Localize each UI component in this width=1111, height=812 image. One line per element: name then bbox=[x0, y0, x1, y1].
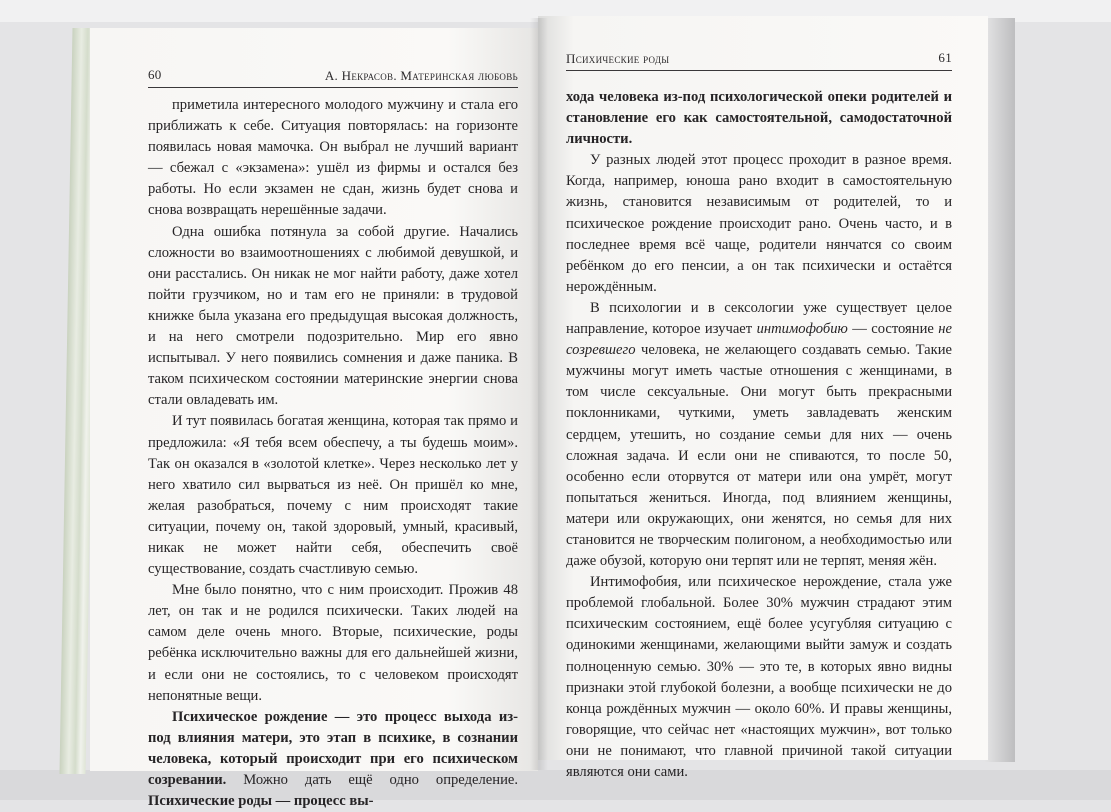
paragraph bbox=[148, 580, 518, 707]
text-run: Можно дать ещё одно определение. bbox=[226, 772, 518, 788]
page-edge-shadow bbox=[985, 18, 1015, 762]
right-page bbox=[538, 16, 988, 780]
text-run: приметила интересного молодого мужчину и стала его приближать к себе. Ситуация повторялась: на горизонте появилась новая мамочка. Он выбрал не лучший вариант — сбежал с «экзамена»: ушёл из фирмы и остался без работы. Но если экзамен не сдан, жизнь будет снова и снова возвращать нерешённые задачи. bbox=[148, 97, 518, 219]
paragraph bbox=[148, 411, 518, 580]
text-run: Интимофобия, или психическое нерождение, стала уже проблемой глобальной. Более 30% мужчин страдают этим психическим состоянием, ещё более усугубляя ситуацию с одинокими женщинами, желающими выйти замуж и создать полноценную семью. 30% — это те, в которых явно видны признаки этой глубокой болезни, а вообще психически не до конца рождённых мужчин — около 60%. И правы женщины, говорящие, что сейчас нет «настоящих мужчин», вот только они не понимают, что главной причиной такой ситуации являются они сами. bbox=[566, 574, 952, 780]
left-page-number: 60 bbox=[148, 67, 162, 82]
text-run: В психологии и в сексологии уже существует целое направление, которое изучает bbox=[566, 299, 952, 338]
left-running-head: А. Некрасов. Материнская любовь bbox=[324, 68, 518, 83]
left-page bbox=[90, 28, 538, 810]
text-run: человека, не желающего создавать семью. Такие мужчины могут иметь частые отношения с женщинами, в том числе сексуальные. Они могут быть прекрасными поклонниками, чуткими, уметь завладевать женским сердцем, утешить, но создание семьи для них — очень сложная задача. И если они не спиваются, то после 50, особенно если оторвутся от матери или она умрёт, могут попытаться жениться. Иногда, под влиянием женщины, матери или окружающих, они женятся, но семья для них становится не творческим полигоном, а необходимостью или даже обузой, которую они терпят или не терпят, меняя жён. bbox=[566, 342, 952, 570]
paragraph bbox=[566, 572, 952, 783]
paragraph bbox=[566, 150, 952, 298]
text-run: И тут появилась богатая женщина, которая так прямо и предложила: «Я тебя всем обеспечу, а ты будешь моим». Так он оказался в «золотой клетке». Через несколько лет у него хватило сил вырваться из неё. Он пришёл ко мне, желая разобраться, почему с ним происходят такие ситуации, почему он, такой здоровый, умный, красивый, никак не может найти себя, обеспечить своё существование, создать счастливую семью. bbox=[148, 413, 518, 578]
right-page-number: 61 bbox=[938, 50, 952, 65]
paragraph bbox=[148, 95, 518, 222]
paragraph bbox=[148, 222, 518, 412]
italic-text: не созревшего bbox=[566, 321, 952, 359]
text-run: Мне было понятно, что с ним происходит. Прожив 48 лет, он так и не родился психически. Таких людей на самом деле очень много. Вторые, психические, роды ребёнка исключительно важны для его дальнейшей жизни, и если они не состоялись, то с человеком происходят непонятные вещи. bbox=[148, 582, 518, 704]
bold-text: Психические роды — процесс вы- bbox=[148, 793, 374, 810]
paragraph bbox=[566, 87, 952, 150]
bold-text: хода человека из-под психологической опеки родителей и становление его как самостоятельной, самодостаточной личности. bbox=[566, 89, 952, 148]
text-run: У разных людей этот процесс проходит в разное время. Когда, например, юноша рано входит в самостоятельную жизнь, становится независимым от родителей, то и психическое рождение происходит рано. Очень часто, и в последнее время всё чаще, родители нянчатся со своим ребёнком до его пенсии, а он так психически и остаётся нерождённым. bbox=[566, 152, 952, 295]
paragraph bbox=[566, 298, 952, 572]
right-page-header bbox=[566, 48, 952, 71]
text-run: Одна ошибка потянула за собой другие. Начались сложности во взаимоотношениях с любимой девушкой, и они расстались. Он никак не мог найти работу, даже хотел пойти грузчиком, но и там его не приняли: в трудовой книжке была указана его предыдущая высокая должность, и на него смотрели подозрительно. Мир его явно испытывал. У него появились сомнения и даже паника. В таком психическом состоянии материнские энергии снова стали овладевать им. bbox=[148, 223, 518, 409]
left-page-header bbox=[148, 65, 518, 88]
paragraph bbox=[148, 707, 518, 812]
right-page-body bbox=[566, 87, 952, 783]
book-gutter bbox=[530, 18, 548, 770]
right-running-head: Психические роды bbox=[566, 51, 670, 66]
left-page-body bbox=[148, 95, 518, 812]
text-run: — состояние bbox=[847, 321, 939, 338]
italic-text: интимофобию bbox=[756, 321, 848, 338]
bold-text: Психическое рождение — это процесс выхода из-под влияния матери, это этап в психике, в сознании человека, который происходит при его психическом созревании. bbox=[148, 708, 518, 788]
